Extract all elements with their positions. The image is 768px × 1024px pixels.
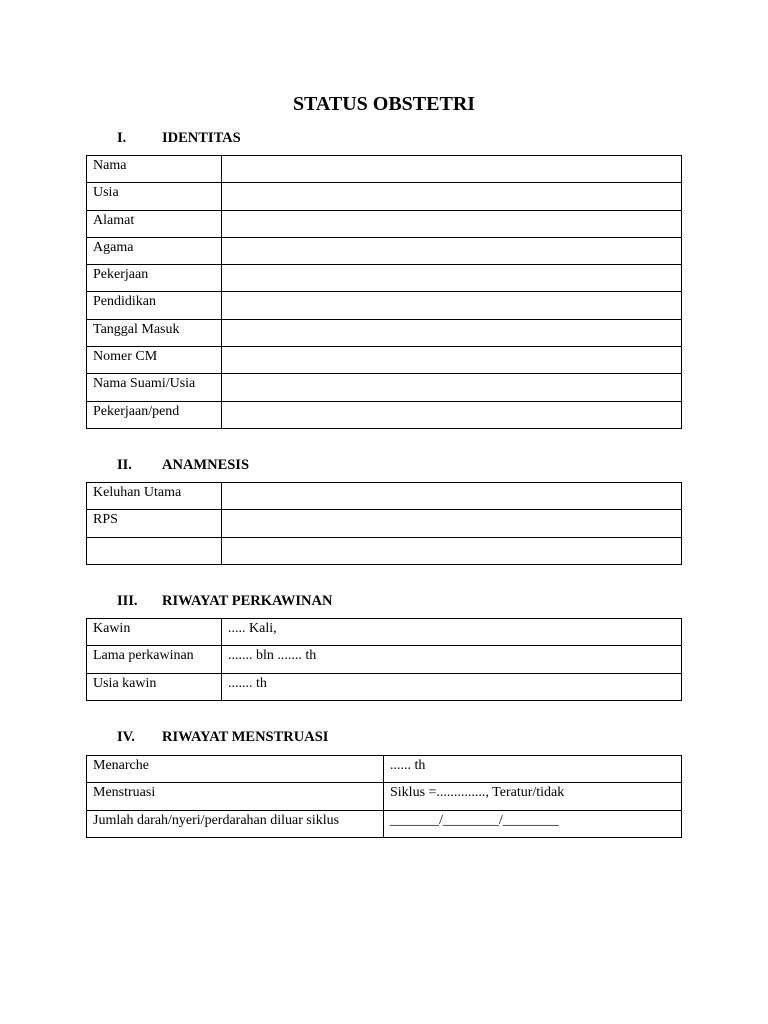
anamnesis-table	[86, 482, 682, 565]
field-label	[87, 537, 222, 564]
table-row	[87, 374, 682, 401]
perkawinan-table	[86, 618, 682, 701]
field-value[interactable]: ....... bln ....... th	[222, 646, 682, 673]
field-value[interactable]	[222, 210, 682, 237]
table-row	[87, 646, 682, 673]
table-row	[87, 783, 682, 810]
field-value[interactable]: _______/________/________	[384, 810, 682, 837]
table-row	[87, 237, 682, 264]
field-label: Kawin	[87, 619, 222, 646]
field-label: Pekerjaan	[87, 265, 222, 292]
section-title: ANAMNESIS	[162, 457, 250, 473]
table-row	[87, 292, 682, 319]
field-value[interactable]	[222, 237, 682, 264]
field-value[interactable]	[222, 510, 682, 537]
field-label: Pekerjaan/pend	[87, 401, 222, 428]
field-label: Tanggal Masuk	[87, 319, 222, 346]
field-value[interactable]	[222, 319, 682, 346]
field-value[interactable]	[222, 347, 682, 374]
field-label: Jumlah darah/nyeri/perdarahan diluar siklus	[87, 810, 384, 837]
field-label: Alamat	[87, 210, 222, 237]
table-row	[87, 156, 682, 183]
field-label: Lama perkawinan	[87, 646, 222, 673]
table-row	[87, 347, 682, 374]
field-value[interactable]: ..... Kali,	[222, 619, 682, 646]
field-value[interactable]	[222, 483, 682, 510]
section-number: III.	[117, 593, 138, 609]
field-label: Pendidikan	[87, 292, 222, 319]
field-value[interactable]: ...... th	[384, 756, 682, 783]
table-row	[87, 401, 682, 428]
field-label: Usia	[87, 183, 222, 210]
table-row	[87, 483, 682, 510]
field-label: Nama Suami/Usia	[87, 374, 222, 401]
table-row	[87, 810, 682, 837]
table-row	[87, 537, 682, 564]
field-value[interactable]	[222, 265, 682, 292]
field-label: Menarche	[87, 756, 384, 783]
field-label: Usia kawin	[87, 673, 222, 700]
field-value[interactable]	[222, 183, 682, 210]
field-value[interactable]	[222, 537, 682, 564]
table-row	[87, 319, 682, 346]
identitas-table	[86, 155, 682, 429]
table-row	[87, 265, 682, 292]
field-label: Nama	[87, 156, 222, 183]
field-value[interactable]	[222, 156, 682, 183]
section-number: II.	[117, 457, 132, 473]
table-row	[87, 183, 682, 210]
table-row	[87, 619, 682, 646]
section-title: IDENTITAS	[162, 130, 241, 146]
table-row	[87, 673, 682, 700]
section-title: RIWAYAT PERKAWINAN	[162, 593, 333, 609]
field-value[interactable]	[222, 401, 682, 428]
table-row	[87, 510, 682, 537]
field-label: Keluhan Utama	[87, 483, 222, 510]
field-value[interactable]: Siklus =.............., Teratur/tidak	[384, 783, 682, 810]
table-row	[87, 756, 682, 783]
section-title: RIWAYAT MENSTRUASI	[162, 729, 329, 745]
section-heading-perkawinan	[117, 592, 332, 610]
menstruasi-table	[86, 755, 682, 838]
section-heading-anamnesis	[117, 456, 249, 474]
section-number: IV.	[117, 729, 135, 745]
field-value[interactable]	[222, 292, 682, 319]
section-number: I.	[117, 130, 127, 146]
section-heading-menstruasi	[117, 728, 328, 746]
field-value[interactable]: ....... th	[222, 673, 682, 700]
field-label: Agama	[87, 237, 222, 264]
field-label: RPS	[87, 510, 222, 537]
field-label: Menstruasi	[87, 783, 384, 810]
field-label: Nomer CM	[87, 347, 222, 374]
document-title: STATUS OBSTETRI	[292, 93, 476, 115]
section-heading-identitas	[117, 129, 241, 147]
table-row	[87, 210, 682, 237]
field-value[interactable]	[222, 374, 682, 401]
